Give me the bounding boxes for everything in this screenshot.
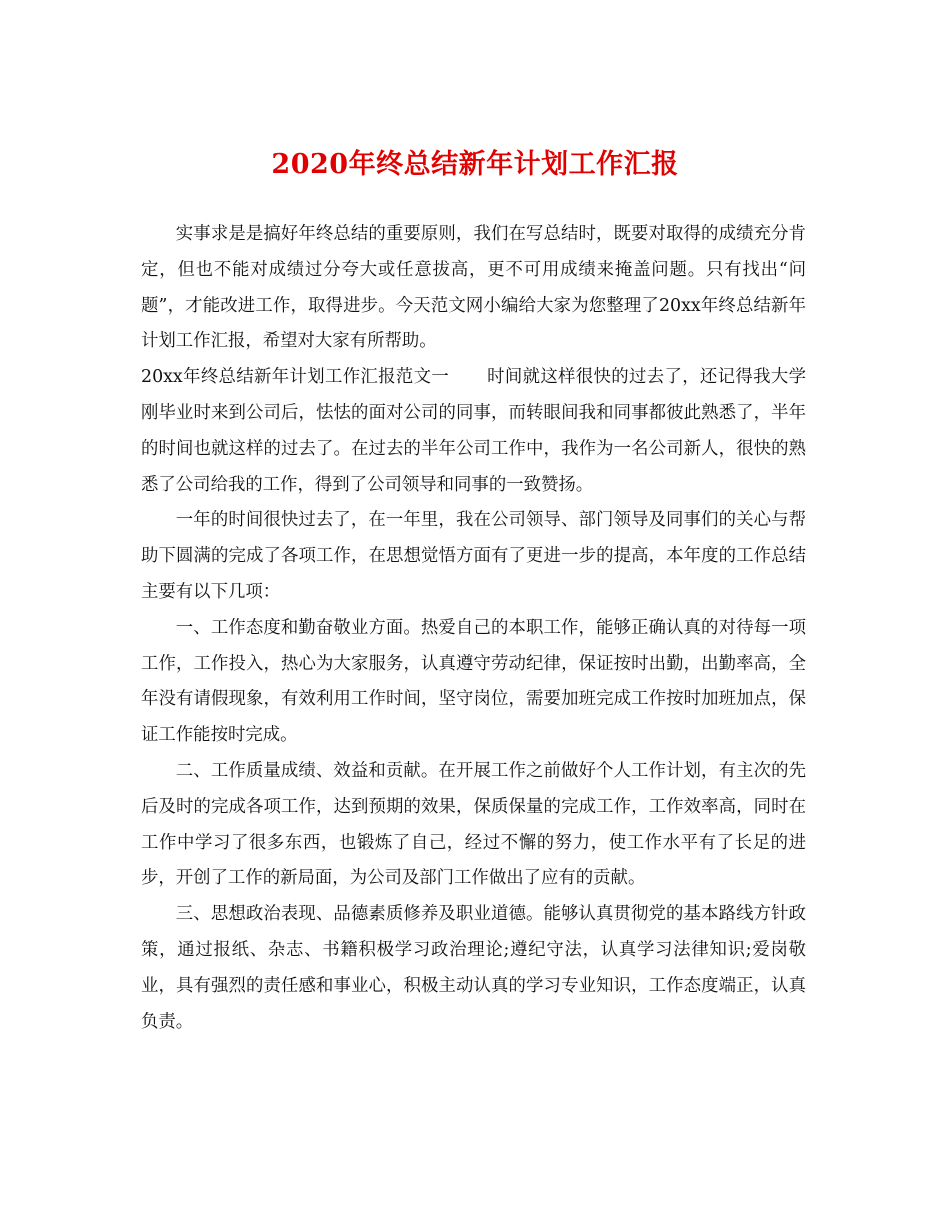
paragraph-sample-one <box>141 360 806 503</box>
document-body <box>141 217 806 1040</box>
sample-one-text: 时间就这样很快的过去了，还记得我大学刚毕业时来到公司后，怯怯的面对公司的同事，而转眼间我和同事都彼此熟悉了，半年的时间也就这样的过去了。在过去的半年公司工作中，我作为一名公司新人，很快的熟悉了公司给我的工作，得到了公司领导和同事的一致赞扬。 <box>141 367 806 495</box>
paragraph-year-review: 一年的时间很快过去了，在一年里，我在公司领导、部门领导及同事们的关心与帮助下圆满的完成了各项工作，在思想觉悟方面有了更进一步的提高，本年度的工作总结主要有以下几项： <box>141 510 806 602</box>
paragraph-point-one: 一、工作态度和勤奋敬业方面。热爱自己的本职工作，能够正确认真的对待每一项工作，工作投入，热心为大家服务，认真遵守劳动纪律，保证按时出勤，出勤率高，全年没有请假现象，有效利用工作时间，坚守岗位，需要加班完成工作按时加班加点，保证工作能按时完成。 <box>141 617 806 746</box>
paragraph-point-three: 三、思想政治表现、品德素质修养及职业道德。能够认真贯彻党的基本路线方针政策，通过报纸、杂志、书籍积极学习政治理论;遵纪守法，认真学习法律知识;爱岗敬业，具有强烈的责任感和事业心，积极主动认真的学习专业知识，工作态度端正，认真负责。 <box>141 904 806 1032</box>
paragraph-point-two: 二、工作质量成绩、效益和贡献。在开展工作之前做好个人工作计划，有主次的先后及时的完成各项工作，达到预期的效果，保质保量的完成工作，工作效率高，同时在工作中学习了很多东西，也锻炼了自己，经过不懈的努力，使工作水平有了长足的进步，开创了工作的新局面，为公司及部门工作做出了应有的贡献。 <box>141 760 806 889</box>
sample-one-label: 20xx年终总结新年计划工作汇报范文一 <box>141 367 450 388</box>
paragraph-intro: 实事求是是搞好年终总结的重要原则，我们在写总结时，既要对取得的成绩充分肯定，但也不能对成绩过分夸大或任意拔高，更不可用成绩来掩盖问题。只有找出“问题”，才能改进工作，取得进步。今天范文网小编给大家为您整理了20xx年终总结新年计划工作汇报，希望对大家有所帮助。 <box>141 224 806 352</box>
document-title: 2020年终总结新年计划工作汇报 <box>271 149 679 180</box>
